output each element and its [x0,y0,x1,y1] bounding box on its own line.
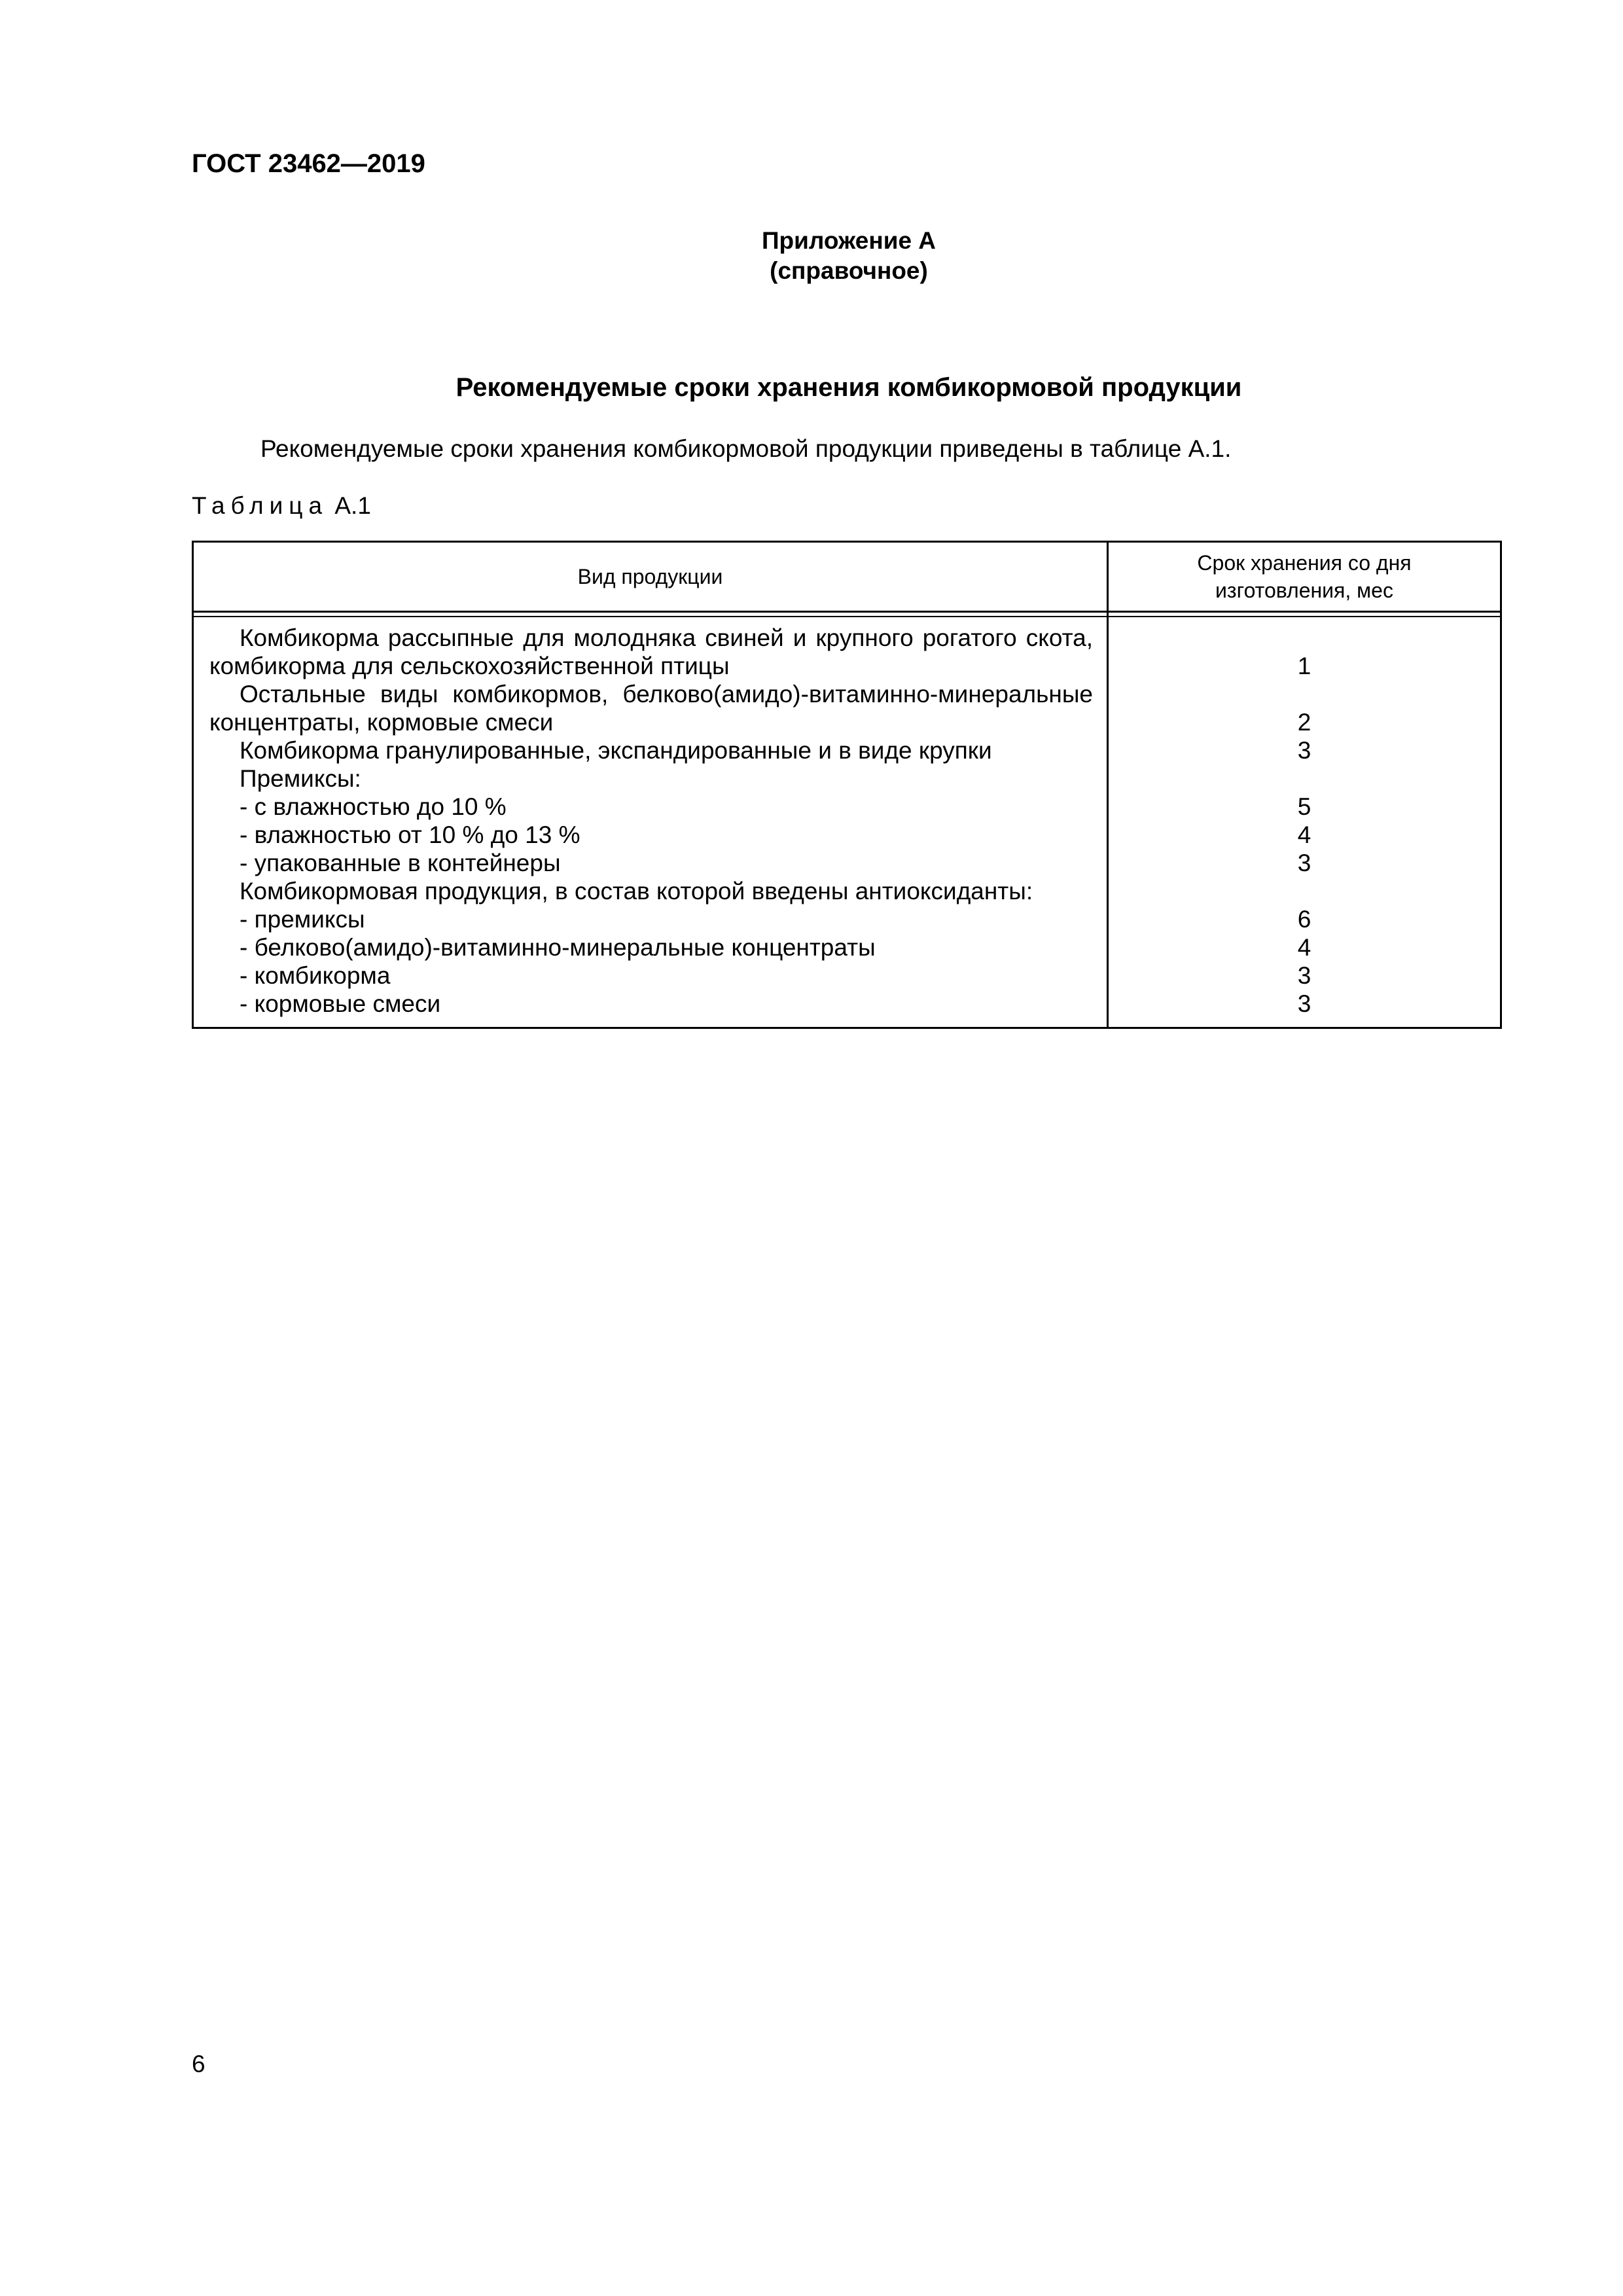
table-body [194,624,1500,1018]
product-cell: - комбикорма [240,962,391,989]
table-label-number: А.1 [334,492,371,519]
column-header-term [1109,543,1500,611]
annex-heading [0,226,1623,286]
product-cell: Премиксы: [240,765,361,792]
term-cell: 4 [1297,821,1311,848]
page-number: 6 [192,2051,205,2077]
term-cell: 3 [1297,990,1311,1017]
product-cell: - влажностью от 10 % до 13 % [240,821,580,848]
table-row [194,990,1500,1018]
term-cell: 3 [1297,850,1311,876]
column-header-term-line1: Срок хранения со дня [1197,551,1412,575]
column-header-term-line2: изготовления, мес [1215,579,1393,602]
term-cell: 2 [1297,709,1311,736]
product-cell: - премиксы [240,906,365,933]
table-row [194,961,1500,990]
product-cell: Комбикорма рассыпные для молодняка свиней и крупного рогатого скота, комбикорма для сельскохозяйственной птицы [209,624,1093,679]
term-cell: 5 [1297,793,1311,820]
term-cell: 3 [1297,962,1311,989]
term-cell: 3 [1297,737,1311,764]
table-label-word: Таблица [192,492,329,519]
table-label [192,492,371,520]
storage-table [192,541,1502,1029]
table-row [194,933,1500,961]
product-cell: Остальные виды комбикормов, белково(амидо)-витаминно-минеральные концентраты, кормовые смеси [209,681,1093,736]
column-header-product: Вид продукции [577,564,723,588]
product-cell: - с влажностью до 10 % [240,793,507,820]
table-row [194,624,1500,680]
table-row [194,680,1500,736]
document-code: ГОСТ 23462—2019 [192,149,425,178]
product-cell: - упакованные в контейнеры [240,850,561,876]
section-title: Рекомендуемые сроки хранения комбикормовой продукции [455,373,1242,402]
header-rule [194,611,1500,613]
table-row [194,877,1500,905]
table-row [194,821,1500,849]
annex-title: Приложение А [761,227,936,254]
table-row [194,905,1500,933]
product-cell: Комбикорма гранулированные, экспандированные и в виде крупки [240,737,992,764]
term-cell: 1 [1297,653,1311,679]
table-row [194,849,1500,877]
intro-paragraph: Рекомендуемые сроки хранения комбикормовой продукции приведены в таблице А.1. [260,435,1232,462]
product-cell: Комбикормовая продукция, в состав которой введены антиоксиданты: [240,878,1033,905]
header-rule-double [194,616,1500,617]
table-row [194,736,1500,764]
table-row [194,793,1500,821]
table-row [194,764,1500,793]
annex-note: (справочное) [770,257,928,284]
table-header [194,543,1500,611]
term-cell: 4 [1297,934,1311,961]
product-cell: - кормовые смеси [240,990,441,1017]
term-cell: 6 [1297,906,1311,933]
product-cell: - белково(амидо)-витаминно-минеральные концентраты [240,934,876,961]
